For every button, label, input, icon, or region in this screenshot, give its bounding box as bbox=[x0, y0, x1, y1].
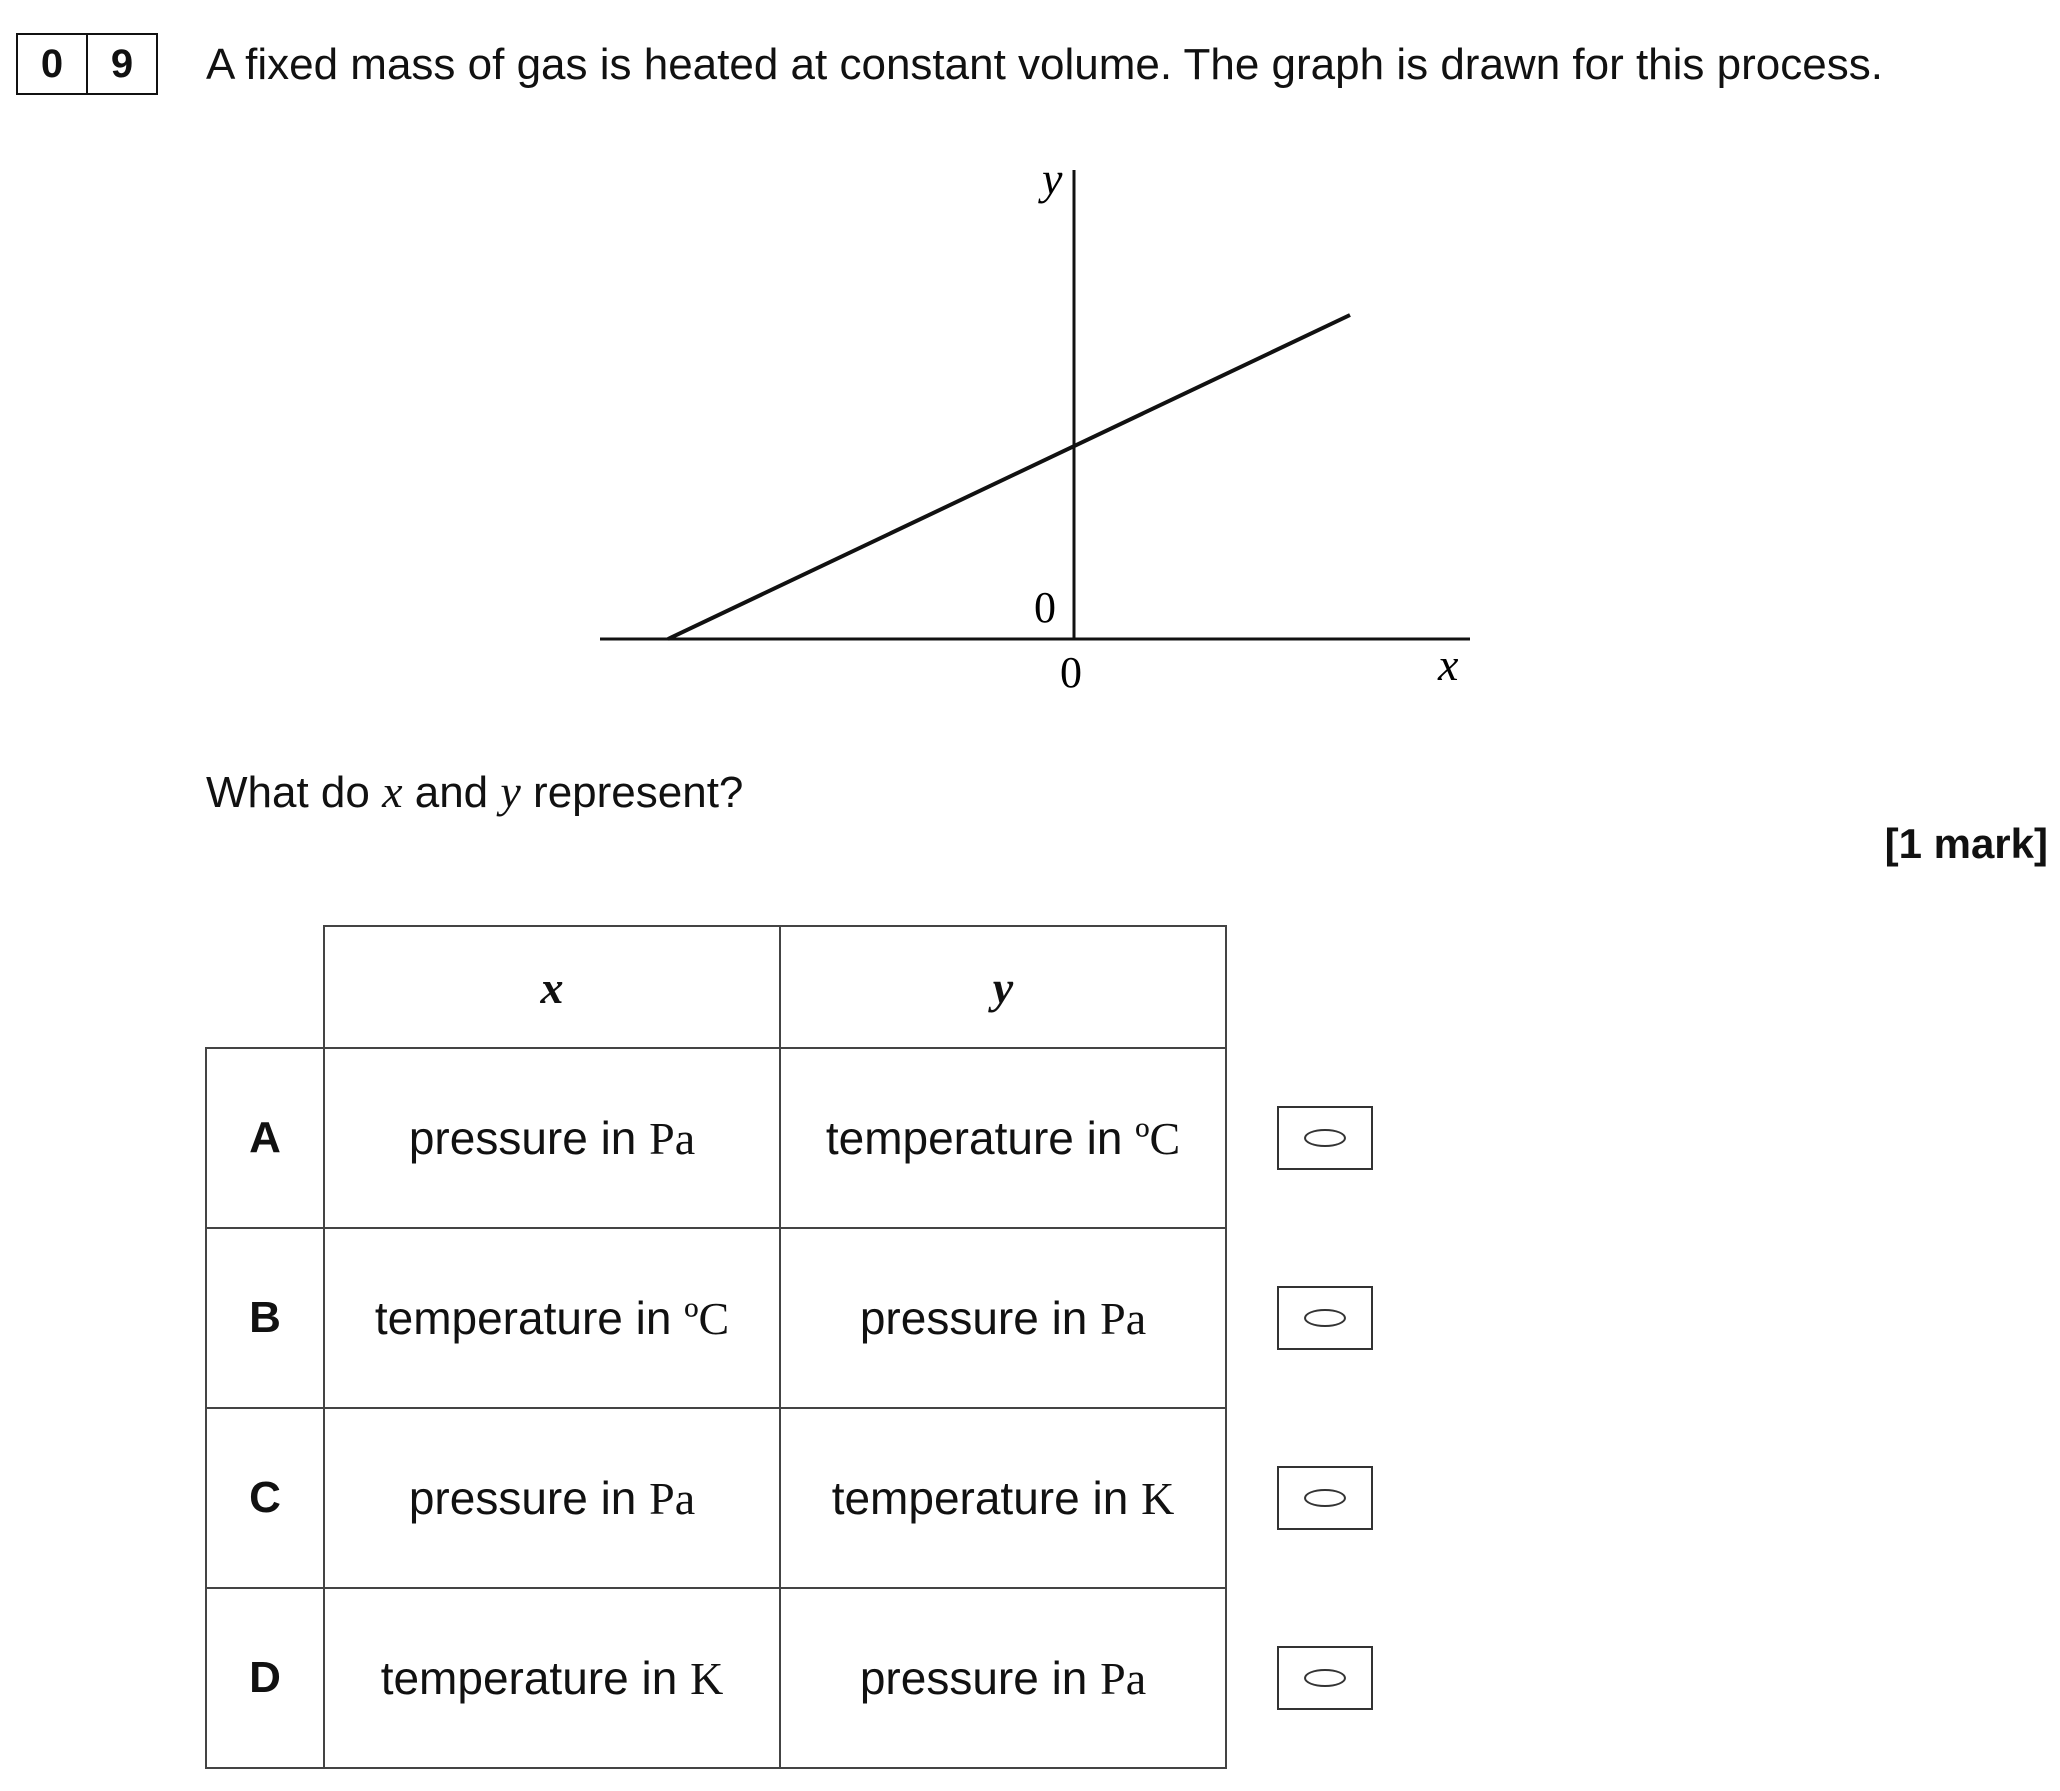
y-origin-label: 0 bbox=[1034, 583, 1056, 632]
pressure-temperature-graph bbox=[580, 150, 1480, 710]
answer-bubble-b[interactable] bbox=[1277, 1286, 1373, 1350]
option-letter: D bbox=[206, 1588, 324, 1768]
option-x-value: pressure in Pa bbox=[324, 1408, 780, 1588]
answer-table bbox=[205, 925, 1227, 1769]
table-row bbox=[206, 1408, 1226, 1588]
question-stem: A fixed mass of gas is heated at constant volume. The graph is drawn for this process. bbox=[206, 40, 1883, 89]
option-y-value: pressure in Pa bbox=[780, 1588, 1226, 1768]
answer-bubble-c[interactable] bbox=[1277, 1466, 1373, 1530]
table-row bbox=[206, 1228, 1226, 1408]
option-y-value: pressure in Pa bbox=[780, 1228, 1226, 1408]
option-letter: A bbox=[206, 1048, 324, 1228]
header-blank-cell bbox=[206, 926, 324, 1048]
option-letter: C bbox=[206, 1408, 324, 1588]
bubble-oval-icon bbox=[1304, 1489, 1346, 1507]
option-y-value: temperature in K bbox=[780, 1408, 1226, 1588]
y-axis-label: y bbox=[1042, 153, 1063, 204]
bubble-oval-icon bbox=[1304, 1309, 1346, 1327]
answer-bubble-d[interactable] bbox=[1277, 1646, 1373, 1710]
answer-bubble-a[interactable] bbox=[1277, 1106, 1373, 1170]
table-header-row bbox=[206, 926, 1226, 1048]
option-letter: B bbox=[206, 1228, 324, 1408]
table-row bbox=[206, 1048, 1226, 1228]
graph-line bbox=[668, 315, 1350, 639]
question-number-digit: 0 bbox=[40, 42, 64, 86]
option-x-value: pressure in Pa bbox=[324, 1048, 780, 1228]
bubble-oval-icon bbox=[1304, 1129, 1346, 1147]
table-row bbox=[206, 1588, 1226, 1768]
mark-allocation: [1 mark] bbox=[1884, 820, 2048, 867]
header-x: x bbox=[324, 926, 780, 1048]
option-y-value: temperature in ºC bbox=[780, 1048, 1226, 1228]
question-number-digit: 9 bbox=[86, 35, 156, 93]
x-origin-label: 0 bbox=[1060, 648, 1082, 697]
x-axis-label: x bbox=[1438, 639, 1459, 690]
header-y: y bbox=[780, 926, 1226, 1048]
question-number bbox=[16, 33, 158, 95]
option-x-value: temperature in ºC bbox=[324, 1228, 780, 1408]
question-prompt: What do x and y represent? bbox=[206, 766, 744, 817]
bubble-oval-icon bbox=[1304, 1669, 1346, 1687]
option-x-value: temperature in K bbox=[324, 1588, 780, 1768]
